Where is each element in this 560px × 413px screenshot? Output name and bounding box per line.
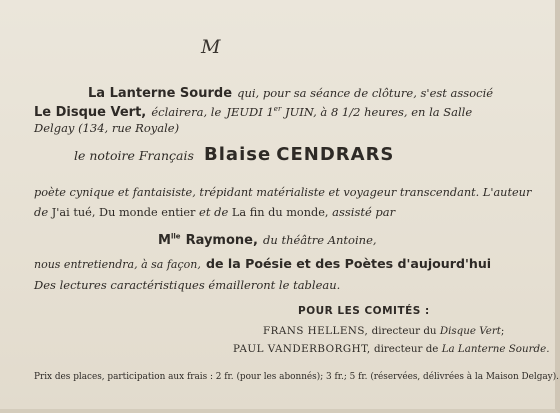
readings-note: Des lectures caractéristiques émailleront le tableau. xyxy=(34,278,341,292)
speaker-description: poète cynique et fantaisiste, trépidant matérialiste et voyageur transcendant. L'auteur xyxy=(34,186,532,199)
guest-name: Raymone, xyxy=(185,233,258,248)
work-title: La fin du monde, xyxy=(231,206,329,219)
event-date: JEUDI 1er JUIN xyxy=(226,105,314,119)
announcement-line-2: Le Disque Vert, éclairera, le JEUDI 1er JUIN, à 8 1/2 heures, en la Salle xyxy=(34,105,473,120)
announcement-text: qui, pour sa séance de clôture, s'est associé xyxy=(237,86,494,100)
organizer-name: La Lanterne Sourde xyxy=(88,86,233,101)
speaker-intro: le notoire Français xyxy=(74,148,194,163)
works-line: de J'ai tué, Du monde entier et de La fin du monde, assisté par xyxy=(34,205,396,219)
guest-line xyxy=(158,229,377,248)
topic-line: nous entretiendra, à sa façon, de la Poésie et des Poètes d'aujourd'hui xyxy=(34,256,492,271)
speaker-line xyxy=(74,144,394,165)
speaker-last-name: CENDRARS xyxy=(276,144,395,165)
ticket-prices: Prix des places, participation aux frais : 2 fr. (pour les abonnés); 3 fr.; 5 fr. (réservées, délivrées à la Maison Delgay). xyxy=(34,372,559,382)
partner-name: Le Disque Vert, xyxy=(34,105,147,120)
announcement-line-1 xyxy=(88,82,493,101)
committee-member-2: PAUL VANDERBORGHT, directeur de La Lanterne Sourde. xyxy=(233,343,550,355)
guest-title: $M^{lle}$ xyxy=(158,232,181,248)
committees-heading: POUR LES COMITÉS : xyxy=(298,305,430,317)
work-title: J'ai tué, xyxy=(51,206,96,219)
committee-member-1: FRANS HELLENS, directeur du Disque Vert; xyxy=(263,325,505,337)
lecture-topic: de la Poésie et des Poètes d'aujourd'hui xyxy=(205,256,492,271)
salutation: M xyxy=(201,36,221,58)
work-title: Du monde entier xyxy=(99,206,196,219)
speaker-first-name: Blaise xyxy=(204,144,272,165)
venue: Delgay (134, rue Royale) xyxy=(34,121,180,135)
guest-affiliation: du théâtre Antoine, xyxy=(263,233,377,247)
